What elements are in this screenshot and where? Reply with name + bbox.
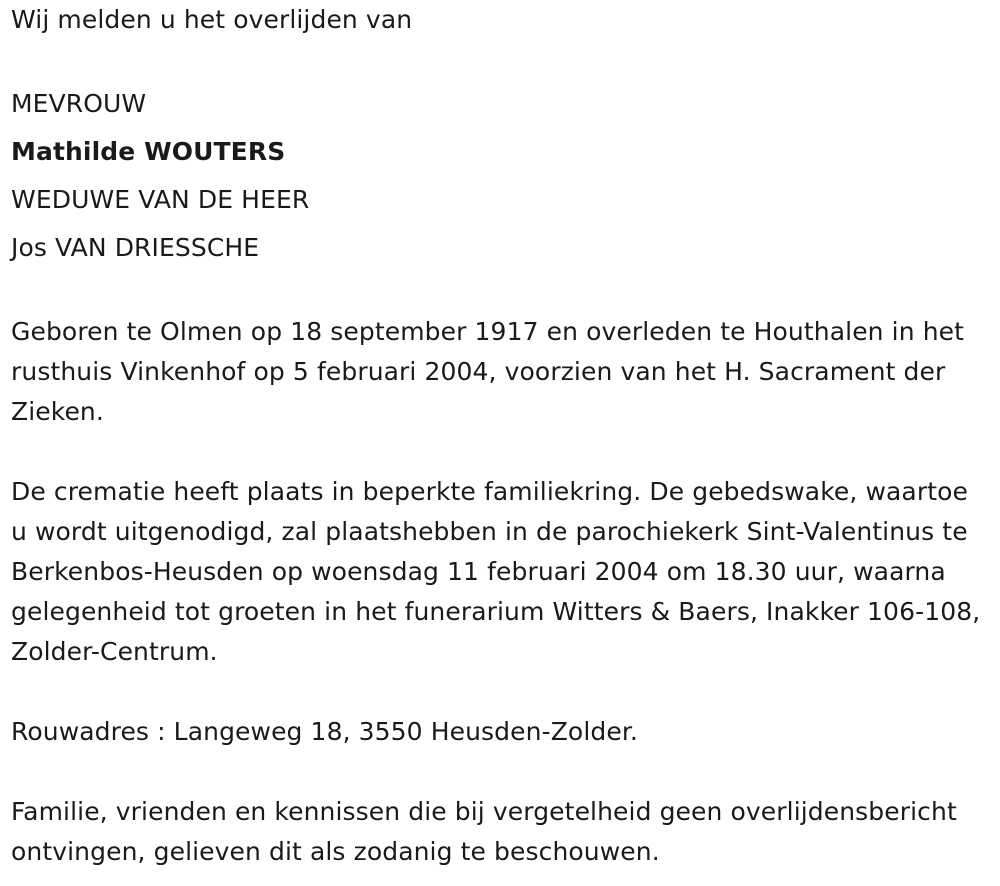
deceased-block: [11, 80, 991, 272]
death-notice: [11, 0, 991, 872]
relation-text: WEDUWE VAN DE HEER: [11, 185, 310, 214]
honorific: MEVROUW: [11, 89, 147, 118]
address-paragraph: Rouwadres : Langeweg 18, 3550 Heusden-Zolder.: [11, 717, 638, 746]
intro-text: Wij melden u het overlijden van: [11, 5, 413, 34]
spouse-name: Jos VAN DRIESSCHE: [11, 233, 260, 262]
birth-death-paragraph: Geboren te Olmen op 18 september 1917 en overleden te Houthalen in het rusthuis Vinkenhof op 5 februari 2004, voorzien van het H. Sacrament der Zieken.: [11, 317, 965, 426]
ceremony-paragraph: De crematie heeft plaats in beperkte familiekring. De gebedswake, waartoe u wordt uitgenodigd, zal plaatshebben in de parochiekerk Sint-Valentinus te Berkenbos-Heusden op woensdag 11 februari 2004 om 18.30 uur, waarna gelegenheid tot groeten in het funerarium Witters & Baers, Inakker 106-108, Zolder-Centrum.: [11, 477, 981, 666]
closing-paragraph: Familie, vrienden en kennissen die bij vergetelheid geen overlijdensbericht ontvingen, gelieven dit als zodanig te beschouwen.: [11, 797, 957, 866]
deceased-name: Mathilde WOUTERS: [11, 137, 286, 166]
